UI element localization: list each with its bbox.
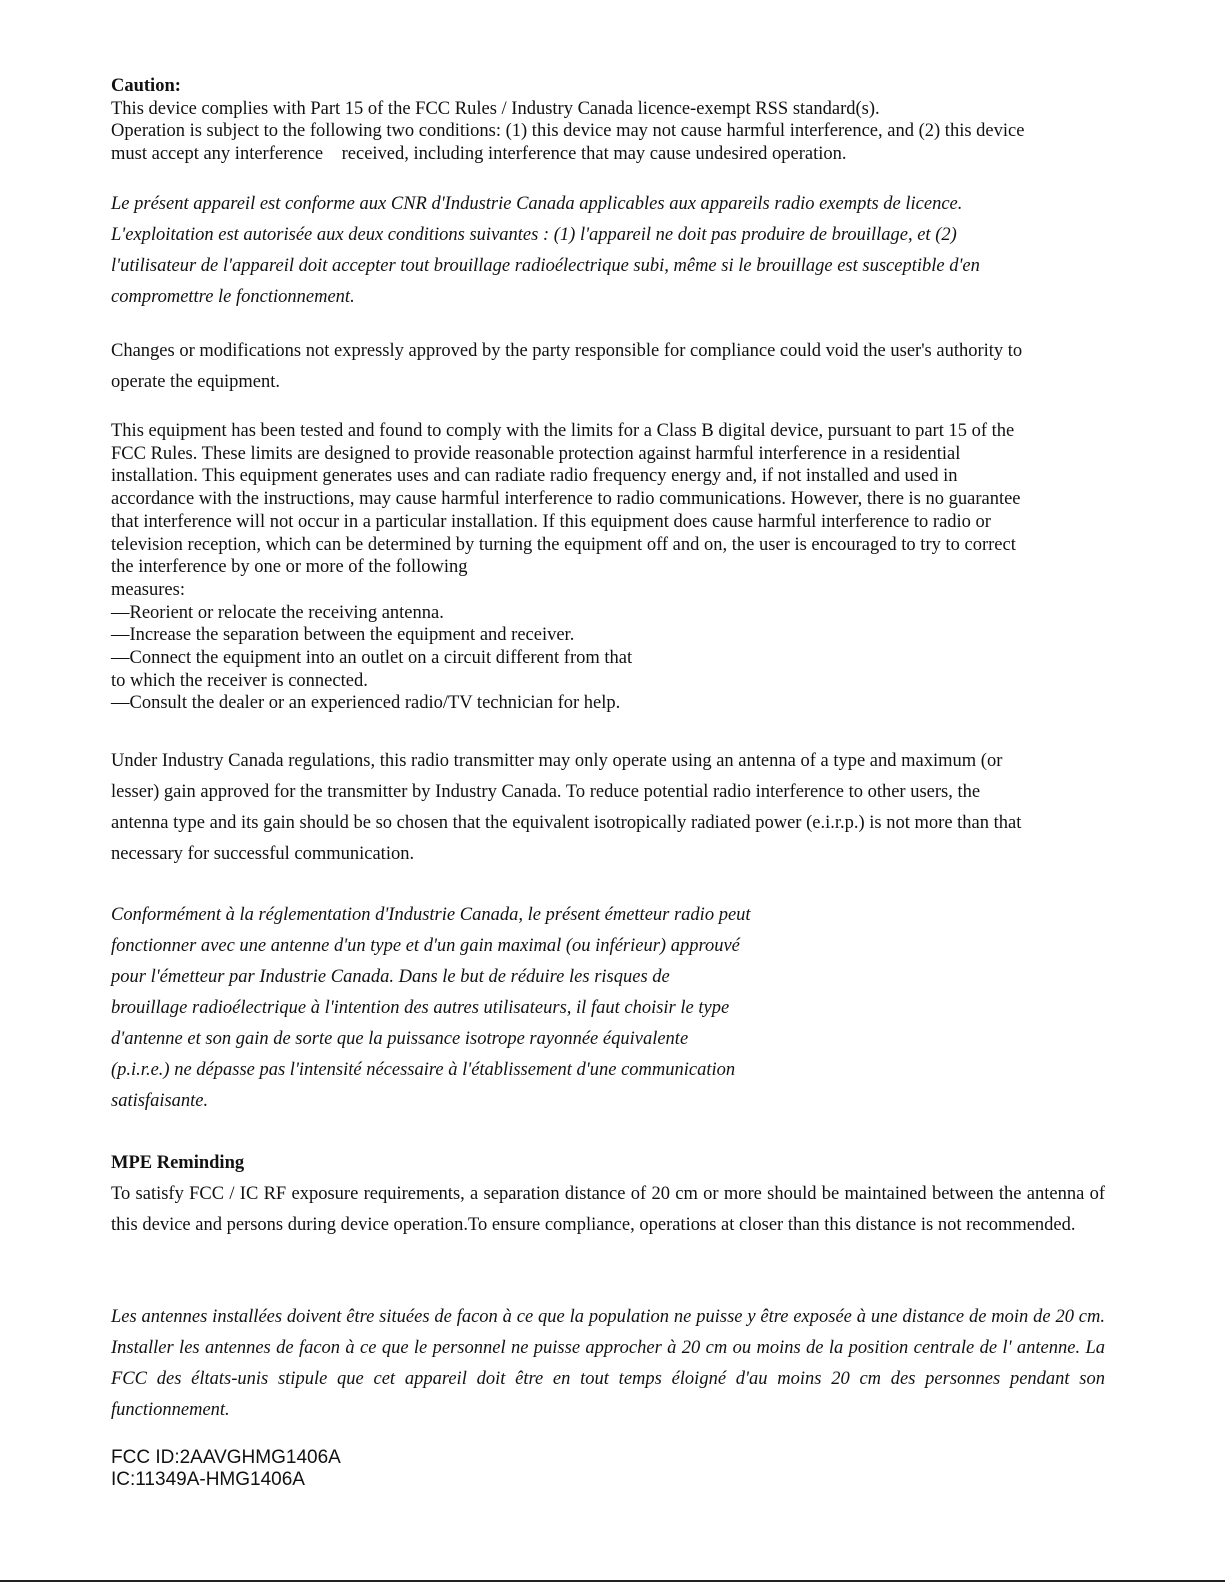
class-b-line: that interference will not occur in a particular installation. If this equipment does cause harmful interference to radio or [111, 511, 991, 532]
class-b-line: This equipment has been tested and found to comply with the limits for a Class B digital device, pursuant to part 15 of the [111, 421, 1015, 441]
antenna-fr-line: d'antenne et son gain de sorte que la puissance isotrope rayonnée équivalente [111, 1029, 689, 1049]
changes-section [111, 336, 1111, 398]
antenna-fr-line: Conformément à la réglementation d'Industrie Canada, le présent émetteur radio peut [111, 905, 751, 925]
class-b-line: accordance with the instructions, may cause harmful interference to radio communications. However, there is no guarantee [111, 489, 1021, 510]
bottom-divider [0, 1580, 1225, 1582]
class-b-line: installation. This equipment generates uses and can radiate radio frequency energy and, if not installed and used in [111, 466, 958, 487]
caution-line: must accept any interference received, including interference that may cause undesired operation. [111, 144, 847, 165]
class-b-line: FCC Rules. These limits are designed to provide reasonable protection against harmful interference in a residential [111, 443, 961, 464]
antenna-fr-line: satisfaisante. [111, 1091, 209, 1111]
measure-item: to which the receiver is connected. [111, 670, 368, 691]
caution-section [111, 75, 1111, 166]
ic-id: IC:11349A-HMG1406A [111, 1469, 305, 1490]
caution-line: This device complies with Part 15 of the FCC Rules / Industry Canada licence-exempt RSS standard(s). [111, 98, 880, 119]
antenna-en-line: necessary for successful communication. [111, 844, 415, 864]
changes-line: operate the equipment. [111, 372, 281, 392]
measure-item: —Connect the equipment into an outlet on a circuit different from that [111, 648, 633, 669]
antenna-fr-line: (p.i.r.e.) ne dépasse pas l'intensité nécessaire à l'établissement d'une communication [111, 1060, 736, 1080]
antenna-en-line: antenna type and its gain should be so chosen that the equivalent isotropically radiated power (e.i.r.p.) is not more than that [111, 813, 1022, 833]
antenna-fr-line: fonctionner avec une antenne d'un type et d'un gain maximal (ou inférieur) approuvé [111, 936, 740, 956]
french-line: L'exploitation est autorisée aux deux conditions suivantes : (1) l'appareil ne doit pas produire de brouillage, et (2) [111, 225, 957, 245]
french-line: l'utilisateur de l'appareil doit accepter tout brouillage radioélectrique subi, même si le brouillage est susceptible d'en [111, 256, 980, 276]
antenna-fr-line: brouillage radioélectrique à l'intention des autres utilisateurs, il faut choisir le type [111, 998, 730, 1018]
antenna-en-line: Under Industry Canada regulations, this radio transmitter may only operate using an antenna of a type and maximum (or [111, 751, 1003, 771]
class-b-line: measures: [111, 579, 185, 600]
class-b-line: the interference by one or more of the following [111, 557, 468, 578]
class-b-line: television reception, which can be determined by turning the equipment off and on, the user is encouraged to try to correct [111, 534, 1016, 555]
mpe-paragraph: To satisfy FCC / IC RF exposure requirements, a separation distance of 20 cm or more should be maintained between the antenna of this device and persons during device operation.To ensure compliance, operations at closer than this distance is not recommended. [111, 1184, 1105, 1235]
id-block [111, 1447, 511, 1491]
caution-line: Operation is subject to the following two conditions: (1) this device may not cause harmful interference, and (2) this device [111, 121, 1025, 142]
antenna-fr-section [111, 900, 871, 1117]
document-page: Caution: This device complies with Part 15 of the FCC Rules / Industry Canada licence-exempt RSS standard(s). Operation is subject to the following two conditions: (1) this device may not cause harmful interference, and (2) this device must accept any interference received, including interference that may cause undesired operation. Le présent appareil est conforme aux CNR d'Industrie Canada applicables aux appareils radio exempts de licence. L'exploitation est autorisée aux deux conditions suivantes : (1) l'appareil ne doit pas produire de brouillage, et (2) l'utilisateur de l'appareil doit accepter tout brouillage radioélectrique subi, même si le brouillage est susceptible d'en compromettre le fonctionnement. Changes or modifications not expressly approved by the party responsible for compliance could void the user's authority to operate the equipment. This equipment has been tested and found to comply with the limits for a Class B digital device, pursuant to part 15 of the FCC Rules. These limits are designed to provide reasonable protection against harmful interference in a residential installation. This equipment generates uses and can radiate radio frequency energy and, if not installed and used in accordance with the instructions, may cause harmful interference to radio communications. However, there is no guarantee that interference will not occur in a particular installation. If this equipment does cause harmful interference to radio or television reception, which can be determined by turning the equipment off and on, the user is encouraged to try to correct the interference by one or more of the following measures: —Reorient or relocate the receiving antenna. —Increase the separation between the equipment and receiver. —Connect the equipment into an outlet on a circuit different from that to which the receiver is connected. —Consult the dealer or an experienced radio/TV technician for help. Under Industry Canada regulations, this radio transmitter may only operate using an antenna of a type and maximum (or lesser) gain approved for the transmitter by Industry Canada. To reduce potential radio interference to other users, the antenna type and its gain should be so chosen that the equivalent isotropically radiated power (e.i.r.p.) is not more than that necessary for successful communication. Conformément à la réglementation d'Industrie Canada, le présent émetteur radio peut fonctionner avec une antenne d'un type et d'un gain maximal (ou inférieur) approuvé pour l'émetteur par Industrie Canada. Dans le but de réduire les risques de brouillage radioélectrique à l'intention des autres utilisateurs, il faut choisir le type d'antenne et son gain de sorte que la puissance isotrope rayonnée équivalente (p.i.r.e.) ne dépasse pas l'intensité nécessaire à l'établissement d'une communication satisfaisante. MPE Reminding To satisfy FCC / IC RF exposure requirements, a separation distance of 20 cm or more should be maintained between the antenna of this device and persons during device operation.To ensure compliance, operations at closer than this distance is not recommended. Les antennes installées doivent être situées de facon à ce que la population ne puisse y être exposée à une distance de moin de 20 cm. Installer les antennes de facon à ce que le personnel ne puisse approcher à 20 cm ou moins de la position centrale de l' antenne. La FCC des éltats-unis stipule que cet appareil doit être en tout temps éloigné d'au moins 20 cm des personnes pendant son functionnement. FCC ID:2AAVGHMG1406A IC:11349A-HMG1406A [0, 0, 1225, 1585]
french-line: Le présent appareil est conforme aux CNR d'Industrie Canada applicables aux appareils radio exempts de licence. [111, 194, 963, 214]
antenna-fr-line: pour l'émetteur par Industrie Canada. Dans le but de réduire les risques de [111, 967, 670, 987]
changes-line: Changes or modifications not expressly approved by the party responsible for compliance could void the user's authority to [111, 341, 1023, 361]
measure-item: —Increase the separation between the equipment and receiver. [111, 625, 575, 646]
caution-heading: Caution: [111, 76, 181, 96]
fcc-id: FCC ID:2AAVGHMG1406A [111, 1447, 341, 1468]
mpe-french-paragraph: Les antennes installées doivent être situées de facon à ce que la population ne puisse y être exposée à une distance de moin de 20 cm. Installer les antennes de facon à ce que le personnel ne puisse approcher à 20 cm ou moins de la position centrale de l' antenne. La FCC des éltats-unis stipule que cet appareil doit être en tout temps éloigné d'au moins 20 cm des personnes pendant son functionnement. [111, 1307, 1105, 1420]
antenna-en-line: lesser) gain approved for the transmitter by Industry Canada. To reduce potential radio interference to other users, the [111, 782, 981, 802]
class-b-section [111, 420, 1111, 715]
measure-item: —Reorient or relocate the receiving antenna. [111, 602, 444, 623]
measure-item: —Consult the dealer or an experienced radio/TV technician for help. [111, 693, 621, 714]
antenna-en-section [111, 746, 1111, 870]
french-conditions-section [111, 189, 1111, 313]
french-line: compromettre le fonctionnement. [111, 287, 355, 307]
